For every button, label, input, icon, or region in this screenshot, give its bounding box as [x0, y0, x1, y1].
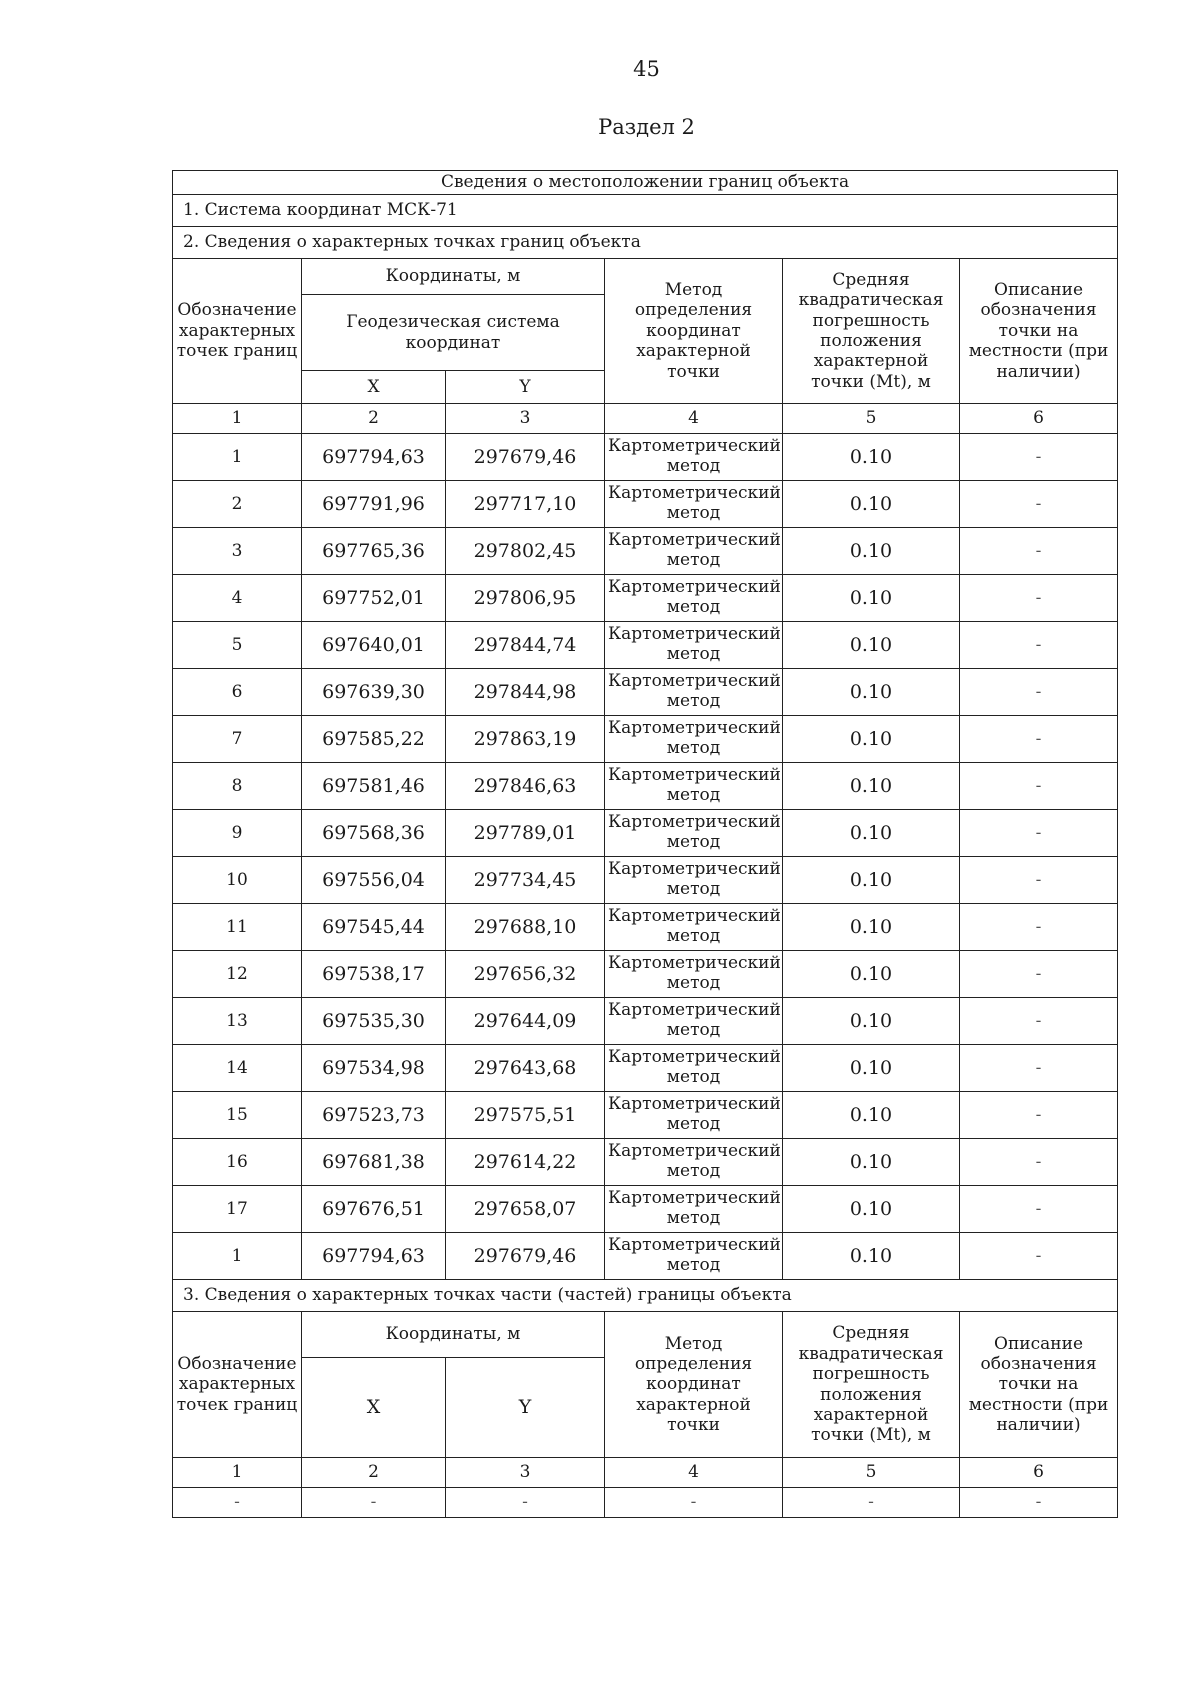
cell-method: Картометрический метод	[605, 716, 783, 763]
cell-point: 12	[173, 951, 302, 998]
cell-error: 0.10	[783, 904, 960, 951]
col-number: 3	[446, 1458, 605, 1488]
col-number: 4	[605, 404, 783, 434]
cell-x: 697794,63	[302, 434, 446, 481]
cell-y: 297643,68	[446, 1045, 605, 1092]
cell-method: Картометрический метод	[605, 1092, 783, 1139]
cell-x: 697640,01	[302, 622, 446, 669]
header-method: Метод определения координат характерной точки	[605, 259, 783, 404]
cell-method: Картометрический метод	[605, 481, 783, 528]
table-row	[173, 1186, 1118, 1233]
table-row	[173, 1139, 1118, 1186]
cell-error: 0.10	[783, 622, 960, 669]
cell-x: 697752,01	[302, 575, 446, 622]
cell-point: 16	[173, 1139, 302, 1186]
cell-desc: -	[960, 951, 1118, 998]
cell-y: 297844,74	[446, 622, 605, 669]
cell-method: Картометрический метод	[605, 622, 783, 669]
cell-desc: -	[960, 434, 1118, 481]
cell-empty: -	[605, 1488, 783, 1518]
cell-error: 0.10	[783, 951, 960, 998]
table-row	[173, 1092, 1118, 1139]
cell-desc: -	[960, 481, 1118, 528]
cell-method: Картометрический метод	[605, 1186, 783, 1233]
cell-y: 297846,63	[446, 763, 605, 810]
cell-error: 0.10	[783, 528, 960, 575]
table-row	[173, 1488, 1118, 1518]
header-x: X	[302, 371, 446, 404]
cell-method: Картометрический метод	[605, 1045, 783, 1092]
col-number: 1	[173, 1458, 302, 1488]
cell-desc: -	[960, 1233, 1118, 1280]
cell-point: 6	[173, 669, 302, 716]
table-row	[173, 575, 1118, 622]
cell-y: 297789,01	[446, 810, 605, 857]
cell-error: 0.10	[783, 1139, 960, 1186]
cell-error: 0.10	[783, 1092, 960, 1139]
cell-point: 1	[173, 1233, 302, 1280]
cell-point: 2	[173, 481, 302, 528]
table-row	[173, 434, 1118, 481]
cell-point: 4	[173, 575, 302, 622]
header-method: Метод определения координат характерной точки	[605, 1312, 783, 1458]
cell-method: Картометрический метод	[605, 669, 783, 716]
cell-method: Картометрический метод	[605, 434, 783, 481]
cell-x: 697765,36	[302, 528, 446, 575]
cell-y: 297679,46	[446, 434, 605, 481]
cell-error: 0.10	[783, 810, 960, 857]
cell-desc: -	[960, 810, 1118, 857]
cell-point: 10	[173, 857, 302, 904]
table-row	[173, 810, 1118, 857]
table-row	[173, 1045, 1118, 1092]
cell-y: 297658,07	[446, 1186, 605, 1233]
cell-desc: -	[960, 1186, 1118, 1233]
header-coords: Координаты, м	[302, 259, 605, 295]
cell-empty: -	[446, 1488, 605, 1518]
cell-x: 697791,96	[302, 481, 446, 528]
cell-empty: -	[302, 1488, 446, 1518]
section2-title: 2. Сведения о характерных точках границ объекта	[173, 227, 1118, 259]
table-row	[173, 1233, 1118, 1280]
cell-error: 0.10	[783, 434, 960, 481]
cell-desc: -	[960, 528, 1118, 575]
cell-method: Картометрический метод	[605, 528, 783, 575]
cell-method: Картометрический метод	[605, 857, 783, 904]
cell-x: 697585,22	[302, 716, 446, 763]
cell-error: 0.10	[783, 716, 960, 763]
cell-desc: -	[960, 716, 1118, 763]
cell-desc: -	[960, 763, 1118, 810]
cell-x: 697794,63	[302, 1233, 446, 1280]
cell-method: Картометрический метод	[605, 810, 783, 857]
col-number: 3	[446, 404, 605, 434]
cell-point: 3	[173, 528, 302, 575]
header-description: Описание обозначения точки на местности (при наличии)	[960, 259, 1118, 404]
col-number: 4	[605, 1458, 783, 1488]
cell-empty: -	[173, 1488, 302, 1518]
cell-error: 0.10	[783, 575, 960, 622]
cell-point: 11	[173, 904, 302, 951]
cell-method: Картометрический метод	[605, 998, 783, 1045]
cell-x: 697538,17	[302, 951, 446, 998]
cell-point: 13	[173, 998, 302, 1045]
cell-method: Картометрический метод	[605, 763, 783, 810]
col-number: 2	[302, 1458, 446, 1488]
cell-desc: -	[960, 998, 1118, 1045]
header-point: Обозначение характерных точек границ	[173, 259, 302, 404]
cell-x: 697639,30	[302, 669, 446, 716]
cell-error: 0.10	[783, 763, 960, 810]
table-title: Сведения о местоположении границ объекта	[173, 171, 1118, 195]
cell-desc: -	[960, 857, 1118, 904]
cell-desc: -	[960, 575, 1118, 622]
cell-desc: -	[960, 904, 1118, 951]
header-y: Y	[446, 371, 605, 404]
header-description: Описание обозначения точки на местности (при наличии)	[960, 1312, 1118, 1458]
cell-y: 297575,51	[446, 1092, 605, 1139]
table-row	[173, 763, 1118, 810]
header-error: Средняя квадратическая погрешность положения характерной точки (Mt), м	[783, 259, 960, 404]
cell-desc: -	[960, 1139, 1118, 1186]
table-row	[173, 998, 1118, 1045]
table-row	[173, 857, 1118, 904]
cell-empty: -	[783, 1488, 960, 1518]
page-number: 45	[633, 57, 660, 81]
col-number: 6	[960, 404, 1118, 434]
cell-method: Картометрический метод	[605, 575, 783, 622]
cell-x: 697676,51	[302, 1186, 446, 1233]
cell-y: 297734,45	[446, 857, 605, 904]
header-point: Обозначение характерных точек границ	[173, 1312, 302, 1458]
col-number: 5	[783, 404, 960, 434]
cell-y: 297614,22	[446, 1139, 605, 1186]
cell-x: 697581,46	[302, 763, 446, 810]
cell-x: 697545,44	[302, 904, 446, 951]
cell-point: 7	[173, 716, 302, 763]
cell-method: Картометрический метод	[605, 1233, 783, 1280]
header-y: Y	[446, 1358, 605, 1458]
cell-y: 297688,10	[446, 904, 605, 951]
cell-point: 15	[173, 1092, 302, 1139]
cell-error: 0.10	[783, 857, 960, 904]
header-coords: Координаты, м	[302, 1312, 605, 1358]
table-row	[173, 951, 1118, 998]
cell-y: 297644,09	[446, 998, 605, 1045]
cell-desc: -	[960, 669, 1118, 716]
table-row	[173, 716, 1118, 763]
cell-x: 697556,04	[302, 857, 446, 904]
section3-title: 3. Сведения о характерных точках части (частей) границы объекта	[173, 1280, 1118, 1312]
cell-desc: -	[960, 1045, 1118, 1092]
cell-error: 0.10	[783, 1233, 960, 1280]
cell-error: 0.10	[783, 481, 960, 528]
table-row	[173, 481, 1118, 528]
cell-error: 0.10	[783, 998, 960, 1045]
header-geo-system: Геодезическая система координат	[302, 295, 605, 371]
cell-error: 0.10	[783, 669, 960, 716]
table-row	[173, 904, 1118, 951]
cell-x: 697535,30	[302, 998, 446, 1045]
cell-x: 697523,73	[302, 1092, 446, 1139]
cell-y: 297679,46	[446, 1233, 605, 1280]
cell-y: 297802,45	[446, 528, 605, 575]
cell-point: 5	[173, 622, 302, 669]
cell-empty: -	[960, 1488, 1118, 1518]
cell-desc: -	[960, 622, 1118, 669]
cell-x: 697534,98	[302, 1045, 446, 1092]
table-row	[173, 622, 1118, 669]
boundary-table	[172, 170, 1118, 1518]
cell-point: 1	[173, 434, 302, 481]
table-row	[173, 528, 1118, 575]
header-x: X	[302, 1358, 446, 1458]
cell-y: 297863,19	[446, 716, 605, 763]
cell-point: 9	[173, 810, 302, 857]
section-title: Раздел 2	[598, 115, 695, 139]
cell-point: 8	[173, 763, 302, 810]
cell-x: 697568,36	[302, 810, 446, 857]
cell-desc: -	[960, 1092, 1118, 1139]
col-number: 6	[960, 1458, 1118, 1488]
col-number: 2	[302, 404, 446, 434]
cell-point: 14	[173, 1045, 302, 1092]
coord-system: 1. Система координат МСК-71	[173, 195, 1118, 227]
table-row	[173, 669, 1118, 716]
cell-method: Картометрический метод	[605, 1139, 783, 1186]
cell-error: 0.10	[783, 1045, 960, 1092]
cell-point: 17	[173, 1186, 302, 1233]
cell-y: 297806,95	[446, 575, 605, 622]
cell-error: 0.10	[783, 1186, 960, 1233]
header-error: Средняя квадратическая погрешность положения характерной точки (Mt), м	[783, 1312, 960, 1458]
cell-y: 297844,98	[446, 669, 605, 716]
col-number: 5	[783, 1458, 960, 1488]
cell-method: Картометрический метод	[605, 951, 783, 998]
cell-x: 697681,38	[302, 1139, 446, 1186]
cell-y: 297656,32	[446, 951, 605, 998]
cell-method: Картометрический метод	[605, 904, 783, 951]
cell-y: 297717,10	[446, 481, 605, 528]
col-number: 1	[173, 404, 302, 434]
